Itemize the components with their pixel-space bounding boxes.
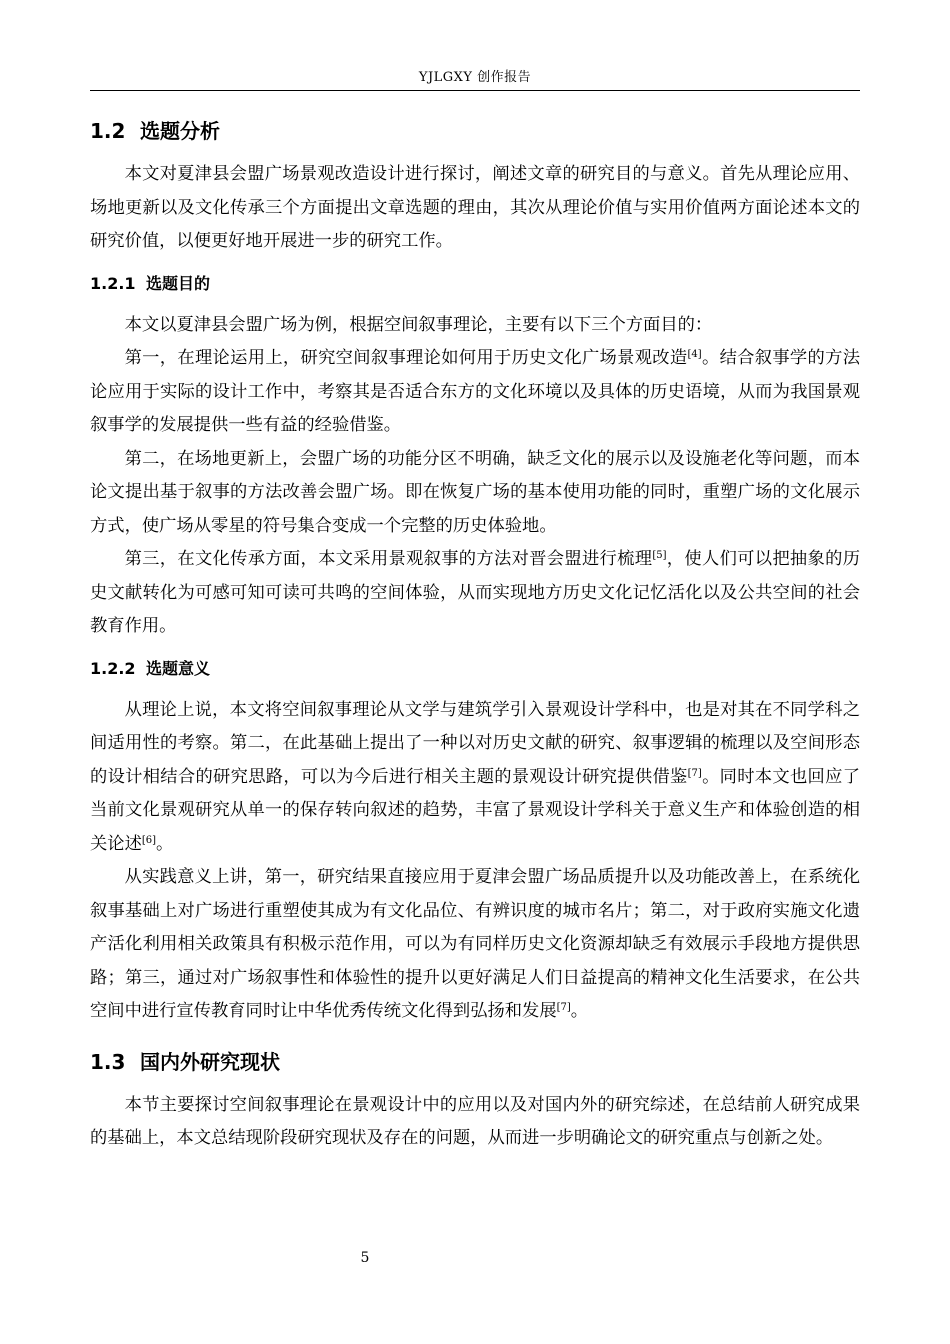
text: 第一，在理论运用上，研究空间叙事理论如何用于历史文化广场景观改造 <box>124 348 688 368</box>
paragraph-intro: 本文对夏津县会盟广场景观改造设计进行探讨，阐述文章的研究目的与意义。首先从理论应用、场地更新以及文化传承三个方面提出文章选题的理由，其次从理论价值与实用价值两方面论述本文的研究价值，以便更好地开展进一步的研究工作。 <box>90 164 860 251</box>
citation: [6] <box>141 834 157 846</box>
text: 。 <box>156 833 174 854</box>
text: 。 <box>570 1001 589 1021</box>
page-number: 5 <box>360 1250 370 1266</box>
text: 从实践意义上讲，第一，研究结果直接应用于夏津会盟广场品质提升以及功能改善上，在系统化叙事基础上对广场进行重塑使其成为有文化品位、有辨识度的城市名片；第二，对于政府实施文化遗产活化利用相关政策具有积极示范作用，可以为有同样历史文化资源却缺乏有效展示手段地方提供思路；第三，通过对广场叙事性和体验性的提升以更好满足人们日益提高的精神文化生活要求，在公共空间中进行宣传教育同时让中华优秀传统文化得到弘扬和发展 <box>90 867 860 1021</box>
page-header: YJLGXY 创作报告 <box>418 70 532 85</box>
section-number: 1.2.1 <box>90 273 136 293</box>
paragraph-purpose-lead: 本文以夏津县会盟广场为例，根据空间叙事理论，主要有以下三个方面目的： <box>124 314 713 335</box>
header-divider <box>90 90 860 91</box>
section-title: 选题意义 <box>146 658 211 678</box>
section-number: 1.2.2 <box>90 658 136 678</box>
section-title: 选题分析 <box>140 119 220 143</box>
paragraph-research-status: 本节主要探讨空间叙事理论在景观设计中的应用以及对国内外的研究综述，在总结前人研究成果的基础上，本文总结现阶段研究现状及存在的问题，从而进一步明确论文的研究重点与创新之处。 <box>90 1094 860 1148</box>
paragraph-purpose-1 <box>90 342 860 443</box>
section-title: 国内外研究现状 <box>140 1049 280 1074</box>
section-heading-1-2 <box>90 112 860 150</box>
paragraph-purpose-2: 第二，在场地更新上，会盟广场的功能分区不明确，缺乏文化的展示以及设施老化等问题，而本论文提出基于叙事的方法改善会盟广场。即在恢复广场的基本使用功能的同时，重塑广场的文化展示方式，使广场从零星的符号集合变成一个完整的历史体验地。 <box>90 448 860 536</box>
text: 。同时本文也回应了当前文化景观研究从单一的保存转向叙述的趋势，丰富了景观设计学科关于意义生产和体验创造的相关论述 <box>90 766 860 854</box>
section-title: 选题目的 <box>146 273 211 293</box>
citation: [7] <box>687 767 702 779</box>
paragraph-significance-theory <box>90 694 860 862</box>
paragraph-significance-practice <box>90 861 860 1029</box>
citation: [4] <box>687 349 702 360</box>
paragraph-purpose-3 <box>90 543 860 644</box>
text: 第三，在文化传承方面，本文采用景观叙事的方法对晋会盟进行梳理 <box>124 549 653 569</box>
text: 从理论上说，本文将空间叙事理论从文学与建筑学引入景观设计学科中，也是对其在不同学科之间适用性的考察。第二，在此基础上提出了一种以对历史文献的研究、叙事逻辑的梳理以及空间形态的设计相结合的研究思路，可以为今后进行相关主题的景观设计研究提供借鉴 <box>90 699 860 787</box>
section-heading-1-3 <box>90 1043 860 1081</box>
citation: [5] <box>652 550 667 561</box>
text: 。结合叙事学的方法论应用于实际的设计工作中，考察其是否适合东方的文化环境以及具体的历史语境，从而为我国景观叙事学的发展提供一些有益的经验借鉴。 <box>90 348 860 435</box>
section-number: 1.2 <box>90 119 126 143</box>
section-heading-1-2-1 <box>90 267 860 301</box>
section-heading-1-2-2 <box>90 652 860 686</box>
section-number: 1.3 <box>90 1049 126 1074</box>
citation: [7] <box>556 1002 571 1013</box>
text: ，使人们可以把抽象的历史文献转化为可感可知可读可共鸣的空间体验，从而实现地方历史文化记忆活化以及公共空间的社会教育作用。 <box>90 549 860 636</box>
document-body <box>90 112 860 1156</box>
